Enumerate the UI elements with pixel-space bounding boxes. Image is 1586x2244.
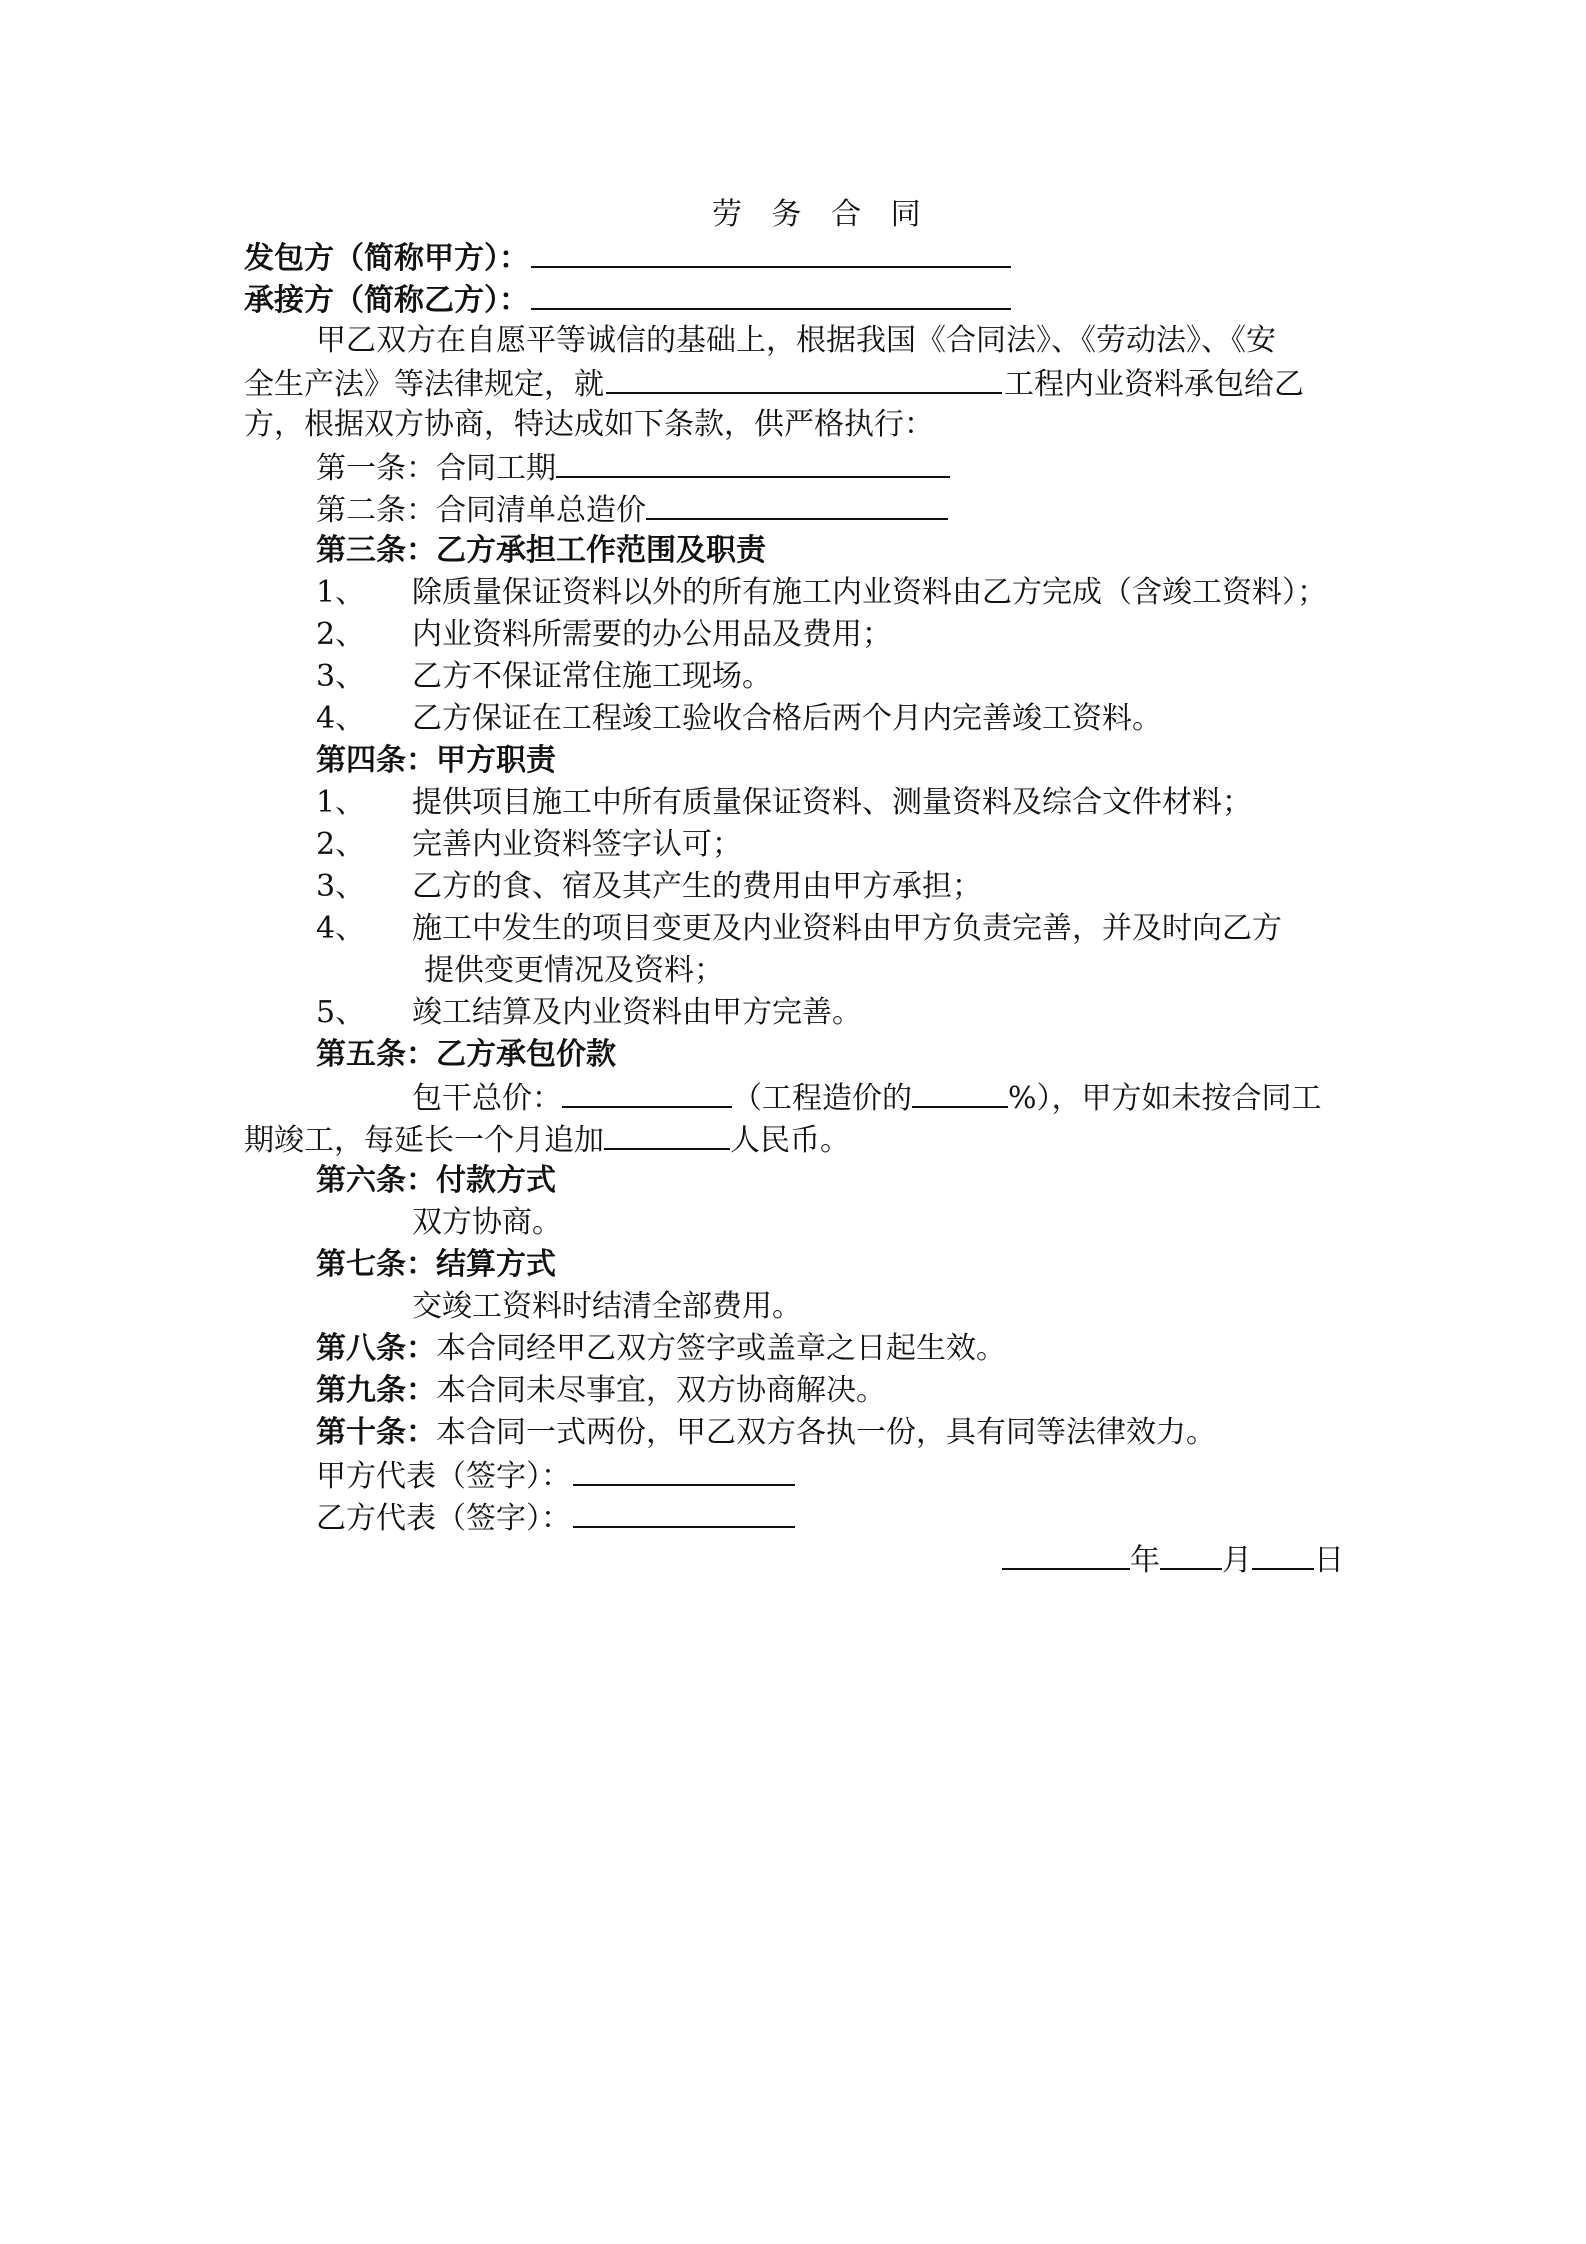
item-index: 1、 [316,785,366,820]
day-label: 日 [1314,1543,1344,1578]
item-text: 施工中发生的项目变更及内业资料由甲方负责完善，并及时向乙方 [412,911,1282,946]
lump-sum-blank[interactable] [562,1076,732,1108]
article-9 [316,1370,886,1412]
month-label: 月 [1222,1543,1252,1578]
intro-line-2-post: 工程内业资料承包给乙 [1004,367,1304,402]
party-a-blank[interactable] [531,236,1011,268]
intro-line-1: 甲乙双方在自愿平等诚信的基础上，根据我国《合同法》、《劳动法》、《安 [316,323,1276,358]
party-b-line [244,278,1013,320]
article-6-body: 双方协商。 [412,1205,562,1240]
party-b-blank[interactable] [531,278,1011,310]
article-4-item [316,824,742,866]
party-b-signature-label: 乙方代表（签字）： [316,1501,571,1536]
article-2 [316,488,948,530]
party-a-signature-line [316,1454,797,1496]
article-9-text: 本合同未尽事宜，双方协商解决。 [436,1373,886,1408]
article-10 [316,1412,1216,1454]
article-7-body: 交竣工资料时结清全部费用。 [412,1289,802,1324]
item-text: 完善内业资料签字认可； [412,827,742,862]
party-b-signature-blank[interactable] [573,1496,795,1528]
item-text: 内业资料所需要的办公用品及费用； [412,617,892,652]
item-text: 除质量保证资料以外的所有施工内业资料由乙方完成（含竣工资料）； [412,575,1327,610]
article-4-item-continued [424,950,724,992]
item-index: 5、 [316,995,366,1030]
item-index: 4、 [316,701,366,736]
article-5-text-b: 期竣工，每延长一个月追加 [244,1123,604,1158]
article-7-heading: 第七条：结算方式 [316,1247,556,1282]
article-5-line-1 [412,1076,1322,1118]
article-4-item [316,992,862,1034]
party-a-signature-blank[interactable] [573,1454,795,1486]
article-1-text: 第一条：合同工期 [316,451,556,486]
contract-period-blank[interactable] [556,446,950,478]
article-3-item [316,614,892,656]
project-name-blank[interactable] [606,362,1002,394]
article-6-heading: 第六条：付款方式 [316,1163,556,1198]
article-4-item [316,782,1252,824]
article-8-label: 第八条： [316,1331,436,1366]
cost-percent-label: （工程造价的 [732,1081,912,1116]
article-1 [316,446,950,488]
item-index: 4、 [316,911,366,946]
article-10-label: 第十条： [316,1415,436,1450]
monthly-surcharge-blank[interactable] [604,1118,730,1150]
year-blank[interactable] [1002,1538,1130,1570]
total-price-blank[interactable] [646,488,948,520]
article-3-item [316,698,1162,740]
party-b-signature-line [316,1496,797,1538]
day-blank[interactable] [1252,1538,1314,1570]
lump-sum-label: 包干总价： [412,1081,562,1116]
item-index: 3、 [316,659,366,694]
article-3-item [316,572,1327,614]
item-index: 2、 [316,827,366,862]
party-a-signature-label: 甲方代表（签字）： [316,1459,571,1494]
date-line [1002,1538,1344,1580]
article-10-text: 本合同一式两份，甲乙双方各执一份，具有同等法律效力。 [436,1415,1216,1450]
party-a-line [244,236,1013,278]
item-index: 2、 [316,617,366,652]
article-5-text-a: %），甲方如未按合同工 [1008,1081,1322,1116]
article-4-heading: 第四条：甲方职责 [316,743,556,778]
item-text: 竣工结算及内业资料由甲方完善。 [412,995,862,1030]
article-9-label: 第九条： [316,1373,436,1408]
article-3-item [316,656,772,698]
year-label: 年 [1130,1543,1160,1578]
article-3-heading: 第三条：乙方承担工作范围及职责 [316,533,766,568]
article-8 [316,1328,1006,1370]
party-b-label: 承接方（简称乙方）： [244,283,529,318]
item-text: 乙方不保证常住施工现场。 [412,659,772,694]
item-text: 乙方的食、宿及其产生的费用由甲方承担； [412,869,982,904]
item-text: 提供项目施工中所有质量保证资料、测量资料及综合文件材料； [412,785,1252,820]
cost-percent-blank[interactable] [912,1076,1008,1108]
article-5-line-2 [244,1118,850,1160]
item-index: 3、 [316,869,366,904]
item-text: 乙方保证在工程竣工验收合格后两个月内完善竣工资料。 [412,701,1162,736]
item-index: 1、 [316,575,366,610]
article-2-text: 第二条：合同清单总造价 [316,493,646,528]
article-4-item [316,908,1282,950]
month-blank[interactable] [1160,1538,1222,1570]
intro-line-3: 方，根据双方协商，特达成如下条款，供严格执行： [244,407,934,442]
intro-line-2-pre: 全生产法》等法律规定，就 [244,367,604,402]
article-4-item [316,866,982,908]
item-text: 提供变更情况及资料； [424,953,724,988]
party-a-label: 发包方（简称甲方）： [244,241,529,276]
article-5-heading: 第五条：乙方承包价款 [316,1037,616,1072]
document-title: 劳 务 合 同 [712,197,931,232]
intro-line-2 [244,362,1304,404]
article-8-text: 本合同经甲乙双方签字或盖章之日起生效。 [436,1331,1006,1366]
article-5-text-c: 人民币。 [730,1123,850,1158]
